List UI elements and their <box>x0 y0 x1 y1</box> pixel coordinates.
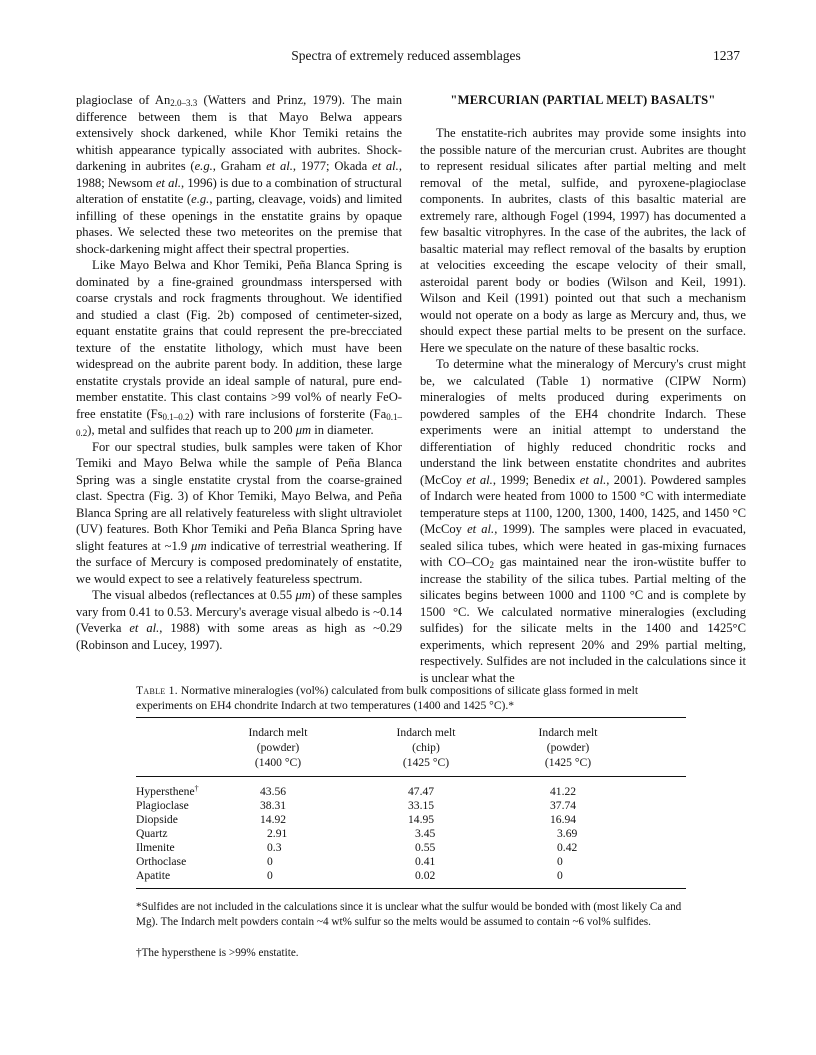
paragraph: plagioclase of $An_{2.0-3.3}$ (Watters and Prinz, 1979). The main difference between them is that Mayo Belwa appears extensively shock darkened, while Khor Temiki retains the whitish appearance typically associated with aubrites. Shock-darkening in aubrites (e.g., Graham et al., 1977; Okada et al., 1988; Newsom et al., 1996) is due to a combination of structural alteration of enstatite (e.g., parting, cleavage, voids) and limited infilling of these openings in the enstatite grains by opaque phases. We selected these two meteorites on the premise that shock-darkening might affect their spectral properties. <box>76 93 403 256</box>
table-row: Hypersthene† 43.56 47.47 41.22 <box>136 784 577 798</box>
running-title: Spectra of extremely reduced assemblages <box>291 48 521 63</box>
left-column <box>76 92 402 653</box>
table-row: Ilmenite 0.3 0.55 0.42 <box>136 841 578 854</box>
table-row: Plagioclase 38.31 33.15 37.74 <box>136 799 577 812</box>
table-row: Apatite 0 0.02 0 <box>136 869 563 882</box>
table-rule-top <box>136 717 686 718</box>
page-header <box>72 48 740 68</box>
table-footnote: †The hypersthene is >99% enstatite. <box>136 947 299 959</box>
row-label: Hypersthene† <box>136 784 199 798</box>
row-label: Plagioclase <box>136 799 189 812</box>
section-heading: "MERCURIAN (PARTIAL MELT) BASALTS" <box>450 93 716 107</box>
row-label: Ilmenite <box>136 841 175 854</box>
table-caption: Table 1. Normative mineralogies (vol%) calculated from bulk compositions of silicate glass formed in melt experiments on EH4 chondrite Indarch at two temperatures (1400 and 1425 °C).* <box>136 684 639 712</box>
table-rule-header <box>136 776 686 777</box>
table-column-header: Indarch melt (chip) (1425 °C) <box>396 726 456 769</box>
table-footnote: *Sulfides are not included in the calculations since it is unclear what the sulfur would be bonded with (most likely Ca and Mg). The Indarch melt powders contain ~4 wt% sulfur so the melts would be assumed to contain ~6 vol% sulfides. <box>136 901 682 928</box>
paragraph: Like Mayo Belwa and Khor Temiki, Peña Blanca Spring is dominated by a fine-grained groundmass interspersed with coarse crystals and rock fragments throughout. We identified and studied a clast (Fig. 2b) composed of centimeter-sized, equant enstatite grains that could represent the pre-brecciated texture of the enstatite lithology, which must have been widespread on the aubrite parent body. In addition, these large enstatite crystals provide an ideal sample of natural, pure end-member enstatite. This clast contains >99 vol% of nearly FeO-free enstatite $(Fs_{0.1-0.2})$ with rare inclusions of forsterite $(Fa_{0.1-0.2})$, metal and sulfides that reach up to 200 μm in diameter. <box>76 258 402 438</box>
table-label: Table 1. <box>136 684 178 697</box>
row-label: Diopside <box>136 813 178 826</box>
paragraph: For our spectral studies, bulk samples were taken of Khor Temiki and Mayo Belwa while the sample of Peña Blanca Spring was a single enstatite crystal from the coarse-grained clast. Spectra (Fig. 3) of Khor Temiki, Mayo Belwa, and Peña Blanca Spring are all relatively featureless with slight ultraviolet (UV) features. Both Khor Temiki and Peña Blanca Spring have slight features at ~1.9 μm indicative of terrestrial weathering. If the surface of Mercury is composed predominately of enstatite, we would expect to see a relatively featureless spectrum. <box>76 439 402 586</box>
row-label: Apatite <box>136 869 171 882</box>
table-row: Diopside 14.92 14.95 16.94 <box>136 813 577 826</box>
row-label: Quartz <box>136 827 168 840</box>
paragraph: The visual albedos (reflectances at 0.55 μm) of these samples vary from 0.41 to 0.53. Mercury's average visual albedo is ~0.14 (Veverka et al., 1988) with some areas as high as ~0.29 (Robinson and Lucey, 1997). <box>76 588 402 652</box>
paragraph: The enstatite-rich aubrites may provide some insights into the possible nature of the mercurian crust. Aubrites are thought to represent residual silicates after partial melting and melt removal of the metal, sulfide, and pyroxene-plagioclase components. In aubrites, clasts of this basaltic material are extremely rare, although Fogel (1994, 1997) has documented a few basaltic vitrophyres. In the case of the aubrites, the lack of basaltic material may reflect removal of the basalts by eruption at velocities exceeding the escape velocity of their small, asteroidal parent body or bodies (Wilson and Keil, 1991). Wilson and Keil (1991) pointed out that such a mechanism would not operate on a body as large as Mercury and, thus, we should expect these partial melts to be present on the surface. Here we speculate on the nature of these basaltic rocks. <box>420 126 746 355</box>
paragraph: To determine what the mineralogy of Mercury's crust might be, we calculated (Table 1) normative (CIPW Norm) mineralogies of melts produced during experiments on powdered samples of the EH4 chondrite Indarch. These experiments were an initial attempt to understand the differentiation of highly reduced chondritic rocks and understand the link between enstatite chondrites and aubrites (McCoy et al., 1999; Benedix et al., 2001). Powdered samples of Indarch were heated from 1000 to 1500 °C with intermediate temperature steps at 1100, 1200, 1300, 1400, 1425, and 1450 °C (McCoy et al., 1999). The samples were placed in evacuated, sealed silica tubes, which were heated in gas-mixing furnaces with $CO-CO_2$ gas maintained near the iron-wüstite buffer to increase the stability of the silica tubes. Partial melting of the silicates begins between 1000 and 1100 °C and is complete by 1500 °C. We calculated normative mineralogies (excluding sulfides) for the silicate melts in the 1400 and 1425°C experiments, which represent 20% and 29% partial melting, respectively. Sulfides are not included in the calculations since it is unclear what the <box>420 357 747 685</box>
page-number: 1237 <box>713 48 740 63</box>
table-row: Quartz 2.91 3.45 3.69 <box>136 827 578 840</box>
table-column-header: Indarch melt (powder) (1400 °C) <box>248 726 308 769</box>
table-rule-bottom <box>136 888 686 889</box>
row-label: Orthoclase <box>136 855 187 868</box>
table-column-header: Indarch melt (powder) (1425 °C) <box>538 726 598 769</box>
right-column <box>420 92 746 686</box>
table-row: Orthoclase 0 0.41 0 <box>136 855 563 868</box>
